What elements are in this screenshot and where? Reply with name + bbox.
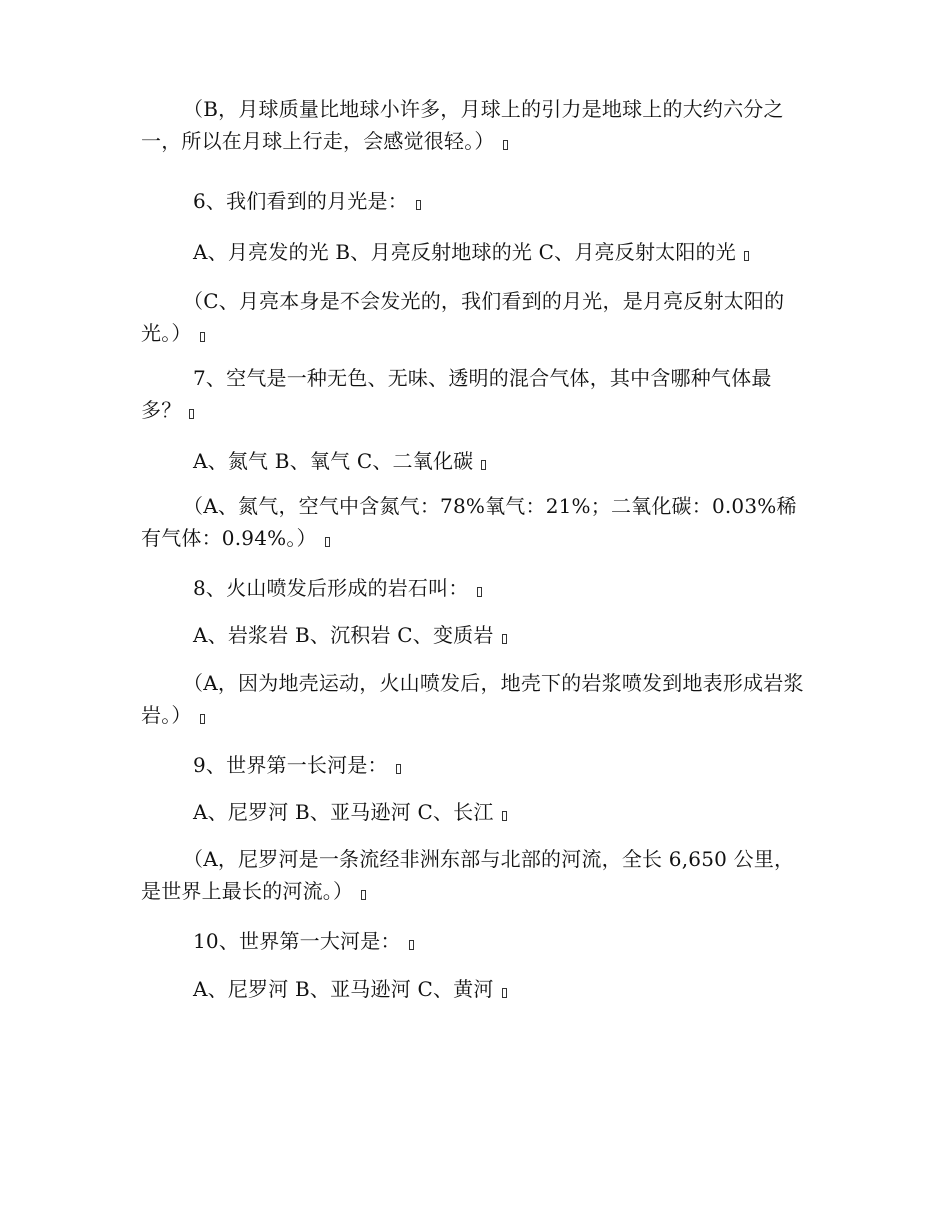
paragraph-mark-icon [396, 764, 401, 774]
answer-paragraph [141, 490, 806, 554]
question-paragraph [141, 362, 806, 426]
question-text: 6、我们看到的月光是： [193, 189, 408, 213]
options-text: A、氮气 B、氧气 C、二氧化碳 [193, 449, 474, 473]
options-text: A、岩浆岩 B、沉积岩 C、变质岩 [193, 623, 494, 647]
paragraph-mark-icon [200, 714, 205, 724]
paragraph-mark-icon [744, 251, 749, 261]
options-text: A、尼罗河 B、亚马逊河 C、长江 [193, 800, 494, 824]
options-paragraph [141, 445, 806, 477]
paragraph-mark-icon [502, 811, 507, 821]
options-text: A、月亮发的光 B、月亮反射地球的光 C、月亮反射太阳的光 [193, 240, 736, 264]
options-paragraph [141, 619, 806, 651]
paragraph-mark-icon [200, 332, 205, 342]
paragraph-mark-icon [481, 460, 486, 470]
options-paragraph [141, 796, 806, 828]
options-paragraph [141, 973, 806, 1005]
answer-paragraph [141, 843, 806, 907]
paragraph-mark-icon [189, 409, 194, 419]
paragraph-mark-icon [325, 537, 330, 547]
question-paragraph [141, 749, 806, 781]
answer-text: （A、氮气，空气中含氮气：78%氧气：21%；二氧化碳：0.03%稀有气体：0.94%。） [141, 494, 797, 550]
question-text: 9、世界第一长河是： [193, 753, 388, 777]
question-text: 7、空气是一种无色、无味、透明的混合气体，其中含哪种气体最多？ [141, 366, 772, 422]
paragraph-mark-icon [502, 634, 507, 644]
paragraph-mark-icon [502, 988, 507, 998]
answer-text: （B，月球质量比地球小许多，月球上的引力是地球上的大约六分之一，所以在月球上行走，会感觉很轻。） [141, 97, 784, 153]
question-text: 8、火山喷发后形成的岩石叫： [193, 576, 469, 600]
answer-paragraph [141, 285, 806, 349]
question-text: 10、世界第一大河是： [193, 929, 401, 953]
paragraph-mark-icon [477, 587, 482, 597]
answer-paragraph [141, 93, 806, 157]
paragraph-mark-icon [409, 940, 414, 950]
question-paragraph [141, 925, 806, 957]
answer-paragraph [141, 667, 806, 731]
paragraph-mark-icon [361, 890, 366, 900]
question-paragraph [141, 572, 806, 604]
options-paragraph [141, 236, 806, 268]
answer-text: （C、月亮本身是不会发光的，我们看到的月光，是月亮反射太阳的光。） [141, 289, 785, 345]
paragraph-mark-icon [503, 140, 508, 150]
answer-text: （A，因为地壳运动，火山喷发后，地壳下的岩浆喷发到地表形成岩浆岩。） [141, 671, 804, 727]
question-paragraph [141, 185, 806, 217]
paragraph-mark-icon [416, 200, 421, 210]
options-text: A、尼罗河 B、亚马逊河 C、黄河 [193, 977, 494, 1001]
answer-text: （A，尼罗河是一条流经非洲东部与北部的河流，全长 6,650 公里，是世界上最长的河流。） [141, 847, 795, 903]
